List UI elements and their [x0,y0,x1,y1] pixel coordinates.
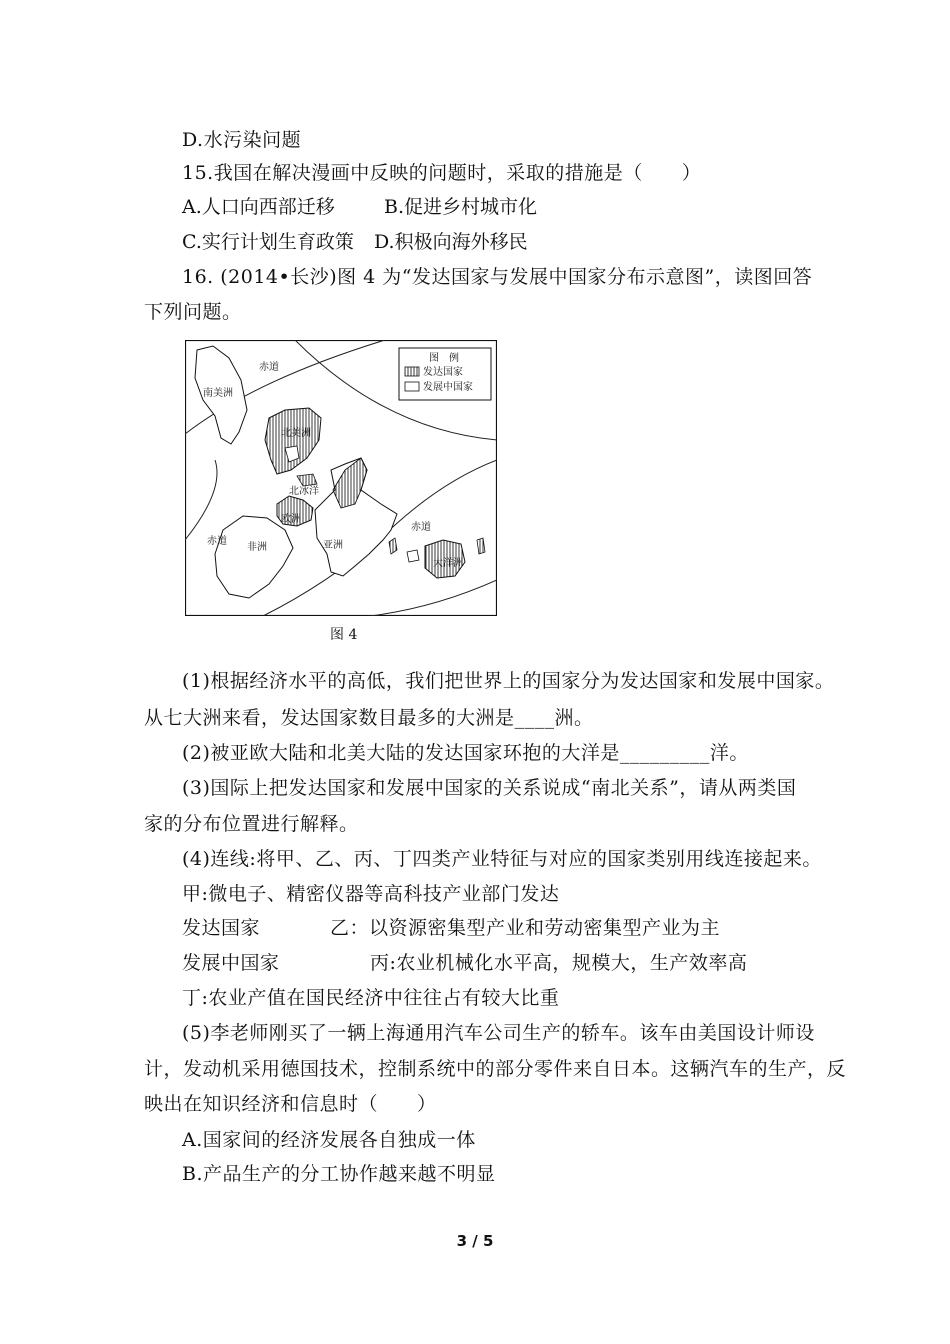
q15-option-a: A.人口向西部迁移 [182,196,335,218]
legend-developing-swatch [405,382,419,391]
island-shape [407,550,419,562]
q15-option-d: D.积极向海外移民 [374,231,528,253]
q16-sub5-line2: 计，发动机采用德国技术，控制系统中的部分零件来自日本。这辆汽车的生产，反 [144,1058,847,1080]
q15-option-b: B.促进乡村城市化 [384,196,538,218]
q16-sub5-line1: (5)李老师刚买了一辆上海通用汽车公司生产的轿车。该车由美国设计师设 [182,1022,815,1044]
q16-sub4-bing: 丙:农业机械化水平高，规模大，生产效率高 [370,952,748,974]
label-africa: 非洲 [247,542,267,553]
q16-stem-line2: 下列问题。 [144,301,242,323]
q16-sub4-ding: 丁:农业产值在国民经济中往往占有较大比重 [182,987,560,1009]
q16-sub5-line3: 映出在知识经济和信息时（ ） [144,1093,437,1115]
q16-sub1-line1: (1)根据经济水平的高低，我们把世界上的国家分为发达国家和发展中国家。 [182,670,835,692]
legend-developing-label: 发展中国家 [423,382,473,393]
map-legend [399,348,491,400]
label-equator-left: 赤道 [207,536,227,547]
q14-option-d: D.水污染问题 [182,129,302,151]
q16-sub4-stem: (4)连线:将甲、乙、丙、丁四类产业特征与对应的国家类别用线连接起来。 [182,848,822,870]
legend-title: 图 例 [429,353,459,364]
q15-option-c: C.实行计划生育政策 [182,231,354,253]
q16-sub4-yi: 乙：以资源密集型产业和劳动密集型产业为主 [330,917,721,939]
label-south-america: 南美洲 [203,388,233,399]
label-oceania: 大洋洲 [433,558,463,569]
q16-sub4-developing: 发展中国家 [182,952,280,974]
label-arctic-ocean: 北冰洋 [289,486,319,497]
q15-stem: 15.我国在解决漫画中反映的问题时，采取的措施是（ ） [182,162,702,184]
page-number: 3 / 5 [456,1232,494,1250]
q16-sub2: (2)被亚欧大陆和北美大陆的发达国家环抱的大洋是_________洋。 [182,742,749,764]
label-equator-top: 赤道 [259,362,279,373]
label-europe: 欧洲 [281,514,301,525]
legend-developed-swatch [405,367,419,376]
q16-sub4-developed: 发达国家 [182,917,261,939]
legend-developed-label: 发达国家 [423,367,463,378]
label-equator-right: 赤道 [411,522,431,533]
figure-caption: 图 4 [330,627,358,643]
q16-stem-line1: 16. (2014•长沙)图 4 为“发达国家与发展中国家分布示意图”，读图回答 [182,266,813,288]
q16-sub5-option-a: A.国家间的经济发展各自独成一体 [182,1129,476,1151]
q16-sub4-jia: 甲:微电子、精密仪器等高科技产业部门发达 [182,883,560,905]
q16-sub5-option-b: B.产品生产的分工协作越来越不明显 [182,1163,496,1185]
q16-sub3-line1: (3)国际上把发达国家和发展中国家的关系说成“南北关系”，请从两类国 [182,777,797,799]
q16-sub1-line2: 从七大洲来看，发达国家数目最多的大洲是____洲。 [144,707,594,729]
world-distribution-map [185,340,497,616]
q16-sub3-line2: 家的分布位置进行解释。 [144,813,359,835]
label-north-america: 北美洲 [281,428,311,439]
label-asia: 亚洲 [323,540,343,551]
